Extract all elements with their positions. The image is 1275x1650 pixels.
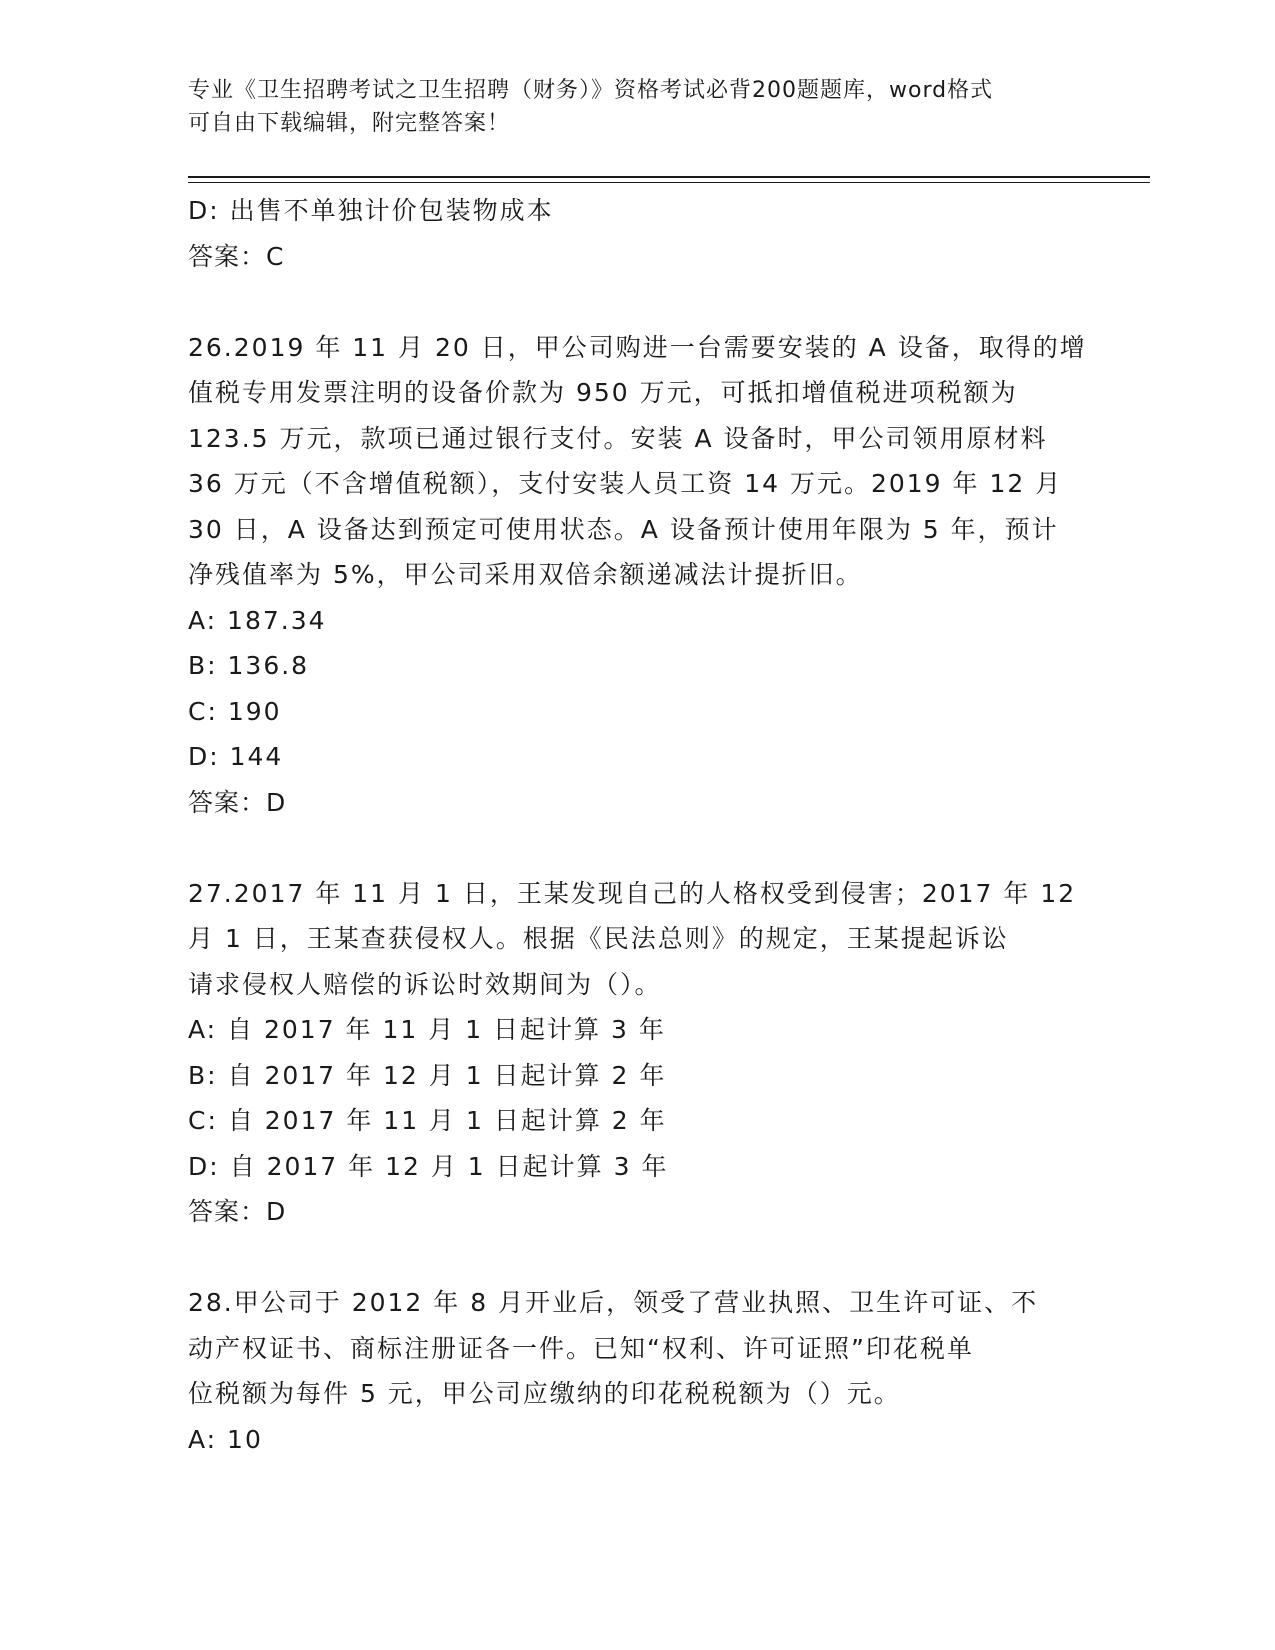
q26-option-d: D: 144 xyxy=(188,742,284,771)
q28-option-a: A: 10 xyxy=(188,1424,263,1454)
header-divider-thin xyxy=(188,182,1150,183)
q27-option-b: B: 自 2017 年 12 月 1 日起计算 2 年 xyxy=(188,1060,667,1090)
q27-text-line: 请求侵权人赔偿的诉讼时效期间为（）。 xyxy=(188,969,662,999)
q28-text-line: 28.甲公司于 2012 年 8 月开业后，领受了营业执照、卫生许可证、不 xyxy=(188,1288,1039,1317)
q26-answer: 答案：D xyxy=(188,787,287,817)
q26-option-c: C: 190 xyxy=(188,696,282,726)
q25-option-d: D: 出售不单独计价包装物成本 xyxy=(188,196,554,225)
q27-option-c: C: 自 2017 年 11 月 1 日起计算 2 年 xyxy=(188,1106,667,1135)
q26-text-line: 26.2019 年 11 月 20 日，甲公司购进一台需要安装的 A 设备，取得的增 xyxy=(188,332,1087,362)
header-divider-thick xyxy=(188,176,1150,178)
q26-text-line: 36 万元（不含增值税额），支付安装人员工资 14 万元。2019 年 12 月 xyxy=(188,469,1063,498)
q26-text-line: 123.5 万元，款项已通过银行支付。安装 A 设备时，甲公司领用原材料 xyxy=(188,423,1048,453)
question-27 xyxy=(188,871,1088,1235)
page-header xyxy=(188,74,1088,140)
q26-option-a: A: 187.34 xyxy=(188,605,327,635)
q27-answer: 答案：D xyxy=(188,1197,287,1226)
q27-text-line: 27.2017 年 11 月 1 日，王某发现自己的人格权受到侵害；2017 年 12 xyxy=(188,878,1077,908)
spacer xyxy=(188,279,1088,325)
q26-option-b: B: 136.8 xyxy=(188,651,310,680)
q26-text-line: 净残值率为 5%，甲公司采用双倍余额递减法计提折旧。 xyxy=(188,560,863,589)
q25-answer: 答案：C xyxy=(188,241,285,271)
spacer xyxy=(188,1235,1088,1281)
question-26 xyxy=(188,325,1088,826)
q28-text-line: 位税额为每件 5 元，甲公司应缴纳的印花税税额为（）元。 xyxy=(188,1379,901,1408)
q26-text-line: 值税专用发票注明的设备价款为 950 万元，可抵扣增值税进项税额为 xyxy=(188,378,1018,407)
q28-text-line: 动产权证书、商标注册证各一件。已知“权利、许可证照”印花税单 xyxy=(188,1333,974,1363)
q27-text-line: 月 1 日，王某查获侵权人。根据《民法总则》的规定，王某提起诉讼 xyxy=(188,924,1009,953)
question-28 xyxy=(188,1280,1088,1462)
question-content xyxy=(188,188,1088,1462)
q26-text-line: 30 日，A 设备达到预定可使用状态。A 设备预计使用年限为 5 年，预计 xyxy=(188,514,1059,544)
q27-option-a: A: 自 2017 年 11 月 1 日起计算 3 年 xyxy=(188,1015,666,1044)
header-title-line-1: 专业《卫生招聘考试之卫生招聘（财务）》资格考试必背200题题库，word格式 xyxy=(188,78,994,103)
question-25-tail xyxy=(188,188,1088,279)
spacer xyxy=(188,825,1088,871)
header-title-line-2: 可自由下载编辑，附完整答案！ xyxy=(188,111,511,136)
q27-option-d: D: 自 2017 年 12 月 1 日起计算 3 年 xyxy=(188,1151,669,1181)
